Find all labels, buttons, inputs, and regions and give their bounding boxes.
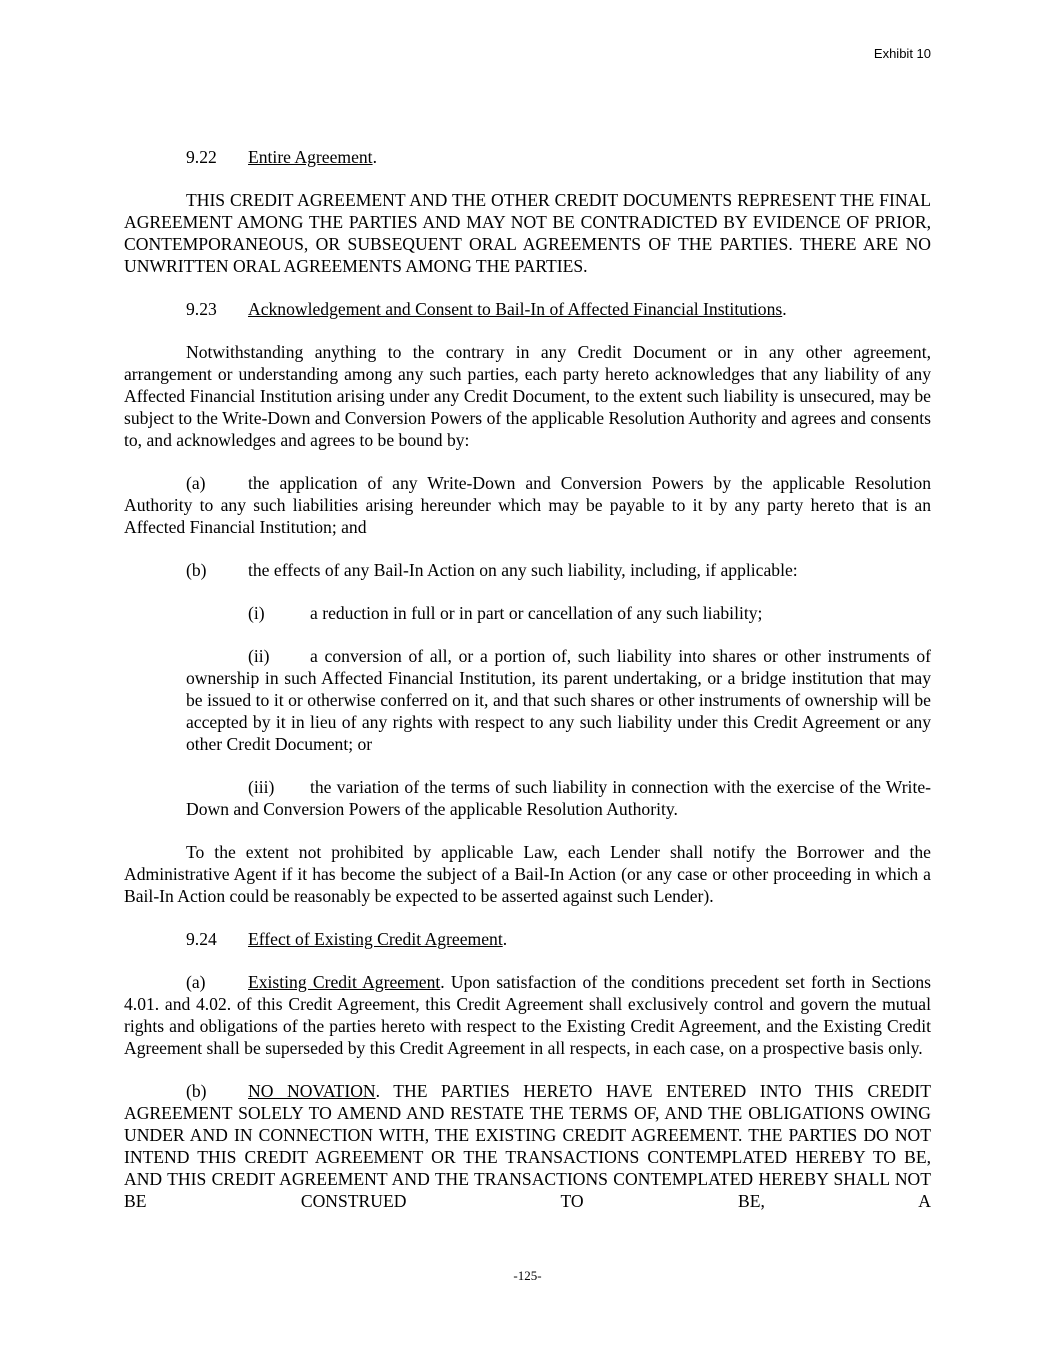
section-title: Entire Agreement (248, 147, 373, 167)
section-number: 9.24 (186, 929, 217, 949)
clause-title: NO NOVATION (248, 1081, 376, 1101)
clause-iii-paragraph (186, 776, 931, 820)
clause-text: Upon satisfaction of the conditions precedent set forth in Sections 4.01. and 4.02. of this Credit Agreement, this Credit Agreement shall exclusively control and govern the mutual rights and obligations of the parties hereto with respect to the Existing Credit Agreement, and the Existing Credit Agreement shall be superseded by this Credit Agreement in all respects, in each case, on a prospective basis only. (124, 972, 932, 1058)
no-novation-paragraph: (b) NO NOVATION. THE PARTIES HERETO HAVE ENTERED INTO THIS CREDIT AGREEMENT SOLELY TO AMEND AND RESTATE THE TERMS OF, AND THE OBLIGATIONS OWING UNDER AND IN CONNECTION WITH, THE EXISTING CREDIT AGREEMENT. THE PARTIES DO NOT INTEND THIS CREDIT AGREEMENT OR THE TRANSACTIONS CONTEMPLATED HEREBY TO BE, AND THIS CREDIT AGREEMENT AND THE TRANSACTIONS CONTEMPLATED HEREBY SHALL NOT BE CONSTRUED TO BE, A (124, 1081, 931, 1211)
existing-agreement-paragraph: (a) Existing Credit Agreement. Upon satisfaction of the conditions precedent set forth in Sections 4.01. and 4.02. of this Credit Agreement, this Credit Agreement shall exclusively control and govern the mutual rights and obligations of the parties hereto with respect to the Existing Credit Agreement, and the Existing Credit Agreement shall be superseded by this Credit Agreement in all respects, in each case, on a prospective basis only. (124, 972, 932, 1058)
exhibit-label: Exhibit 10 (873, 46, 931, 61)
clause-label: (iii) (248, 777, 275, 797)
clause-title: Existing Credit Agreement (248, 972, 441, 992)
section-number: 9.23 (186, 299, 217, 319)
clause-ii-paragraph (186, 645, 931, 755)
clause-text: a conversion of all, or a portion of, such liability into shares or other instruments of ownership in such Affected Financial Institution, its parent undertaking, or a bridge institution that may be issued to it or otherwise conferred on it, and that such shares or other instruments of ownership will be accepted by it in lieu of any rights with respect to any such liability under this Credit Agreement or any other Credit Document; or (186, 646, 931, 754)
section-heading-9-24: 9.24 Effect of Existing Credit Agreement. (186, 929, 508, 949)
bail-in-closing-paragraph: To the extent not prohibited by applicable Law, each Lender shall notify the Borrower and the Administrative Agent if it has become the subject of a Bail-In Action (or any case or other proceeding in which a Bail-In Action could be reasonably be expected to be asserted against such Lender). (124, 842, 931, 906)
clause-label: (b) (186, 560, 207, 580)
entire-agreement-paragraph: THIS CREDIT AGREEMENT AND THE OTHER CREDIT DOCUMENTS REPRESENT THE FINAL AGREEMENT AMONG THE PARTIES AND MAY NOT BE CONTRADICTED BY EVIDENCE OF PRIOR, CONTEMPORANEOUS, OR SUBSEQUENT ORAL AGREEMENTS OF THE PARTIES. THERE ARE NO UNWRITTEN ORAL AGREEMENTS AMONG THE PARTIES. (124, 190, 931, 276)
section-heading-9-23: 9.23 Acknowledgement and Consent to Bail-In of Affected Financial Institutions. (186, 299, 787, 319)
clause-text: a reduction in full or in part or cancellation of any such liability; (310, 603, 763, 623)
section-heading-9-22: 9.22 Entire Agreement. (186, 147, 377, 167)
clause-text: the effects of any Bail-In Action on any such liability, including, if applicable: (248, 560, 798, 580)
clause-label: (a) (186, 972, 206, 992)
clause-text: THE PARTIES HERETO HAVE ENTERED INTO THIS CREDIT AGREEMENT SOLELY TO AMEND AND RESTATE THE TERMS OF, AND THE OBLIGATIONS OWING UNDER AND IN CONNECTION WITH, THE EXISTING CREDIT AGREEMENT. THE PARTIES DO NOT INTEND THIS CREDIT AGREEMENT OR THE TRANSACTIONS CONTEMPLATED HEREBY TO BE, AND THIS CREDIT AGREEMENT AND THE TRANSACTIONS CONTEMPLATED HEREBY SHALL NOT BE CONSTRUED TO BE, A (124, 1081, 931, 1211)
clause-label: (a) (186, 473, 206, 493)
page-number: -125- (513, 1268, 542, 1283)
clause-b-paragraph (124, 559, 931, 581)
clause-text: the variation of the terms of such liability in connection with the exercise of the Write-Down and Conversion Powers of the applicable Resolution Authority. (186, 777, 931, 819)
clause-a-paragraph (124, 472, 931, 538)
clause-label: (ii) (248, 646, 270, 666)
clause-label: (i) (248, 603, 265, 623)
bail-in-intro-paragraph: Notwithstanding anything to the contrary in any Credit Document or in any other agreement, arrangement or understanding among any such parties, each party hereto acknowledges that any liability of any Affected Financial Institution arising under any Credit Document, to the extent such liability is unsecured, may be subject to the Write-Down and Conversion Powers of the applicable Resolution Authority and agrees and consents to, and acknowledges and agrees to be bound by: (124, 342, 931, 450)
clause-text: the application of any Write-Down and Conversion Powers by the applicable Resolution Authority to any such liabilities arising hereunder which may be payable to it by any party hereto that is an Affected Financial Institution; and (124, 473, 931, 537)
section-title: Effect of Existing Credit Agreement (248, 929, 503, 949)
clause-i-paragraph (124, 602, 931, 624)
document-body (124, 146, 931, 1233)
section-title: Acknowledgement and Consent to Bail-In of Affected Financial Institutions (248, 299, 783, 319)
section-number: 9.22 (186, 147, 217, 167)
clause-label: (b) (186, 1081, 207, 1101)
